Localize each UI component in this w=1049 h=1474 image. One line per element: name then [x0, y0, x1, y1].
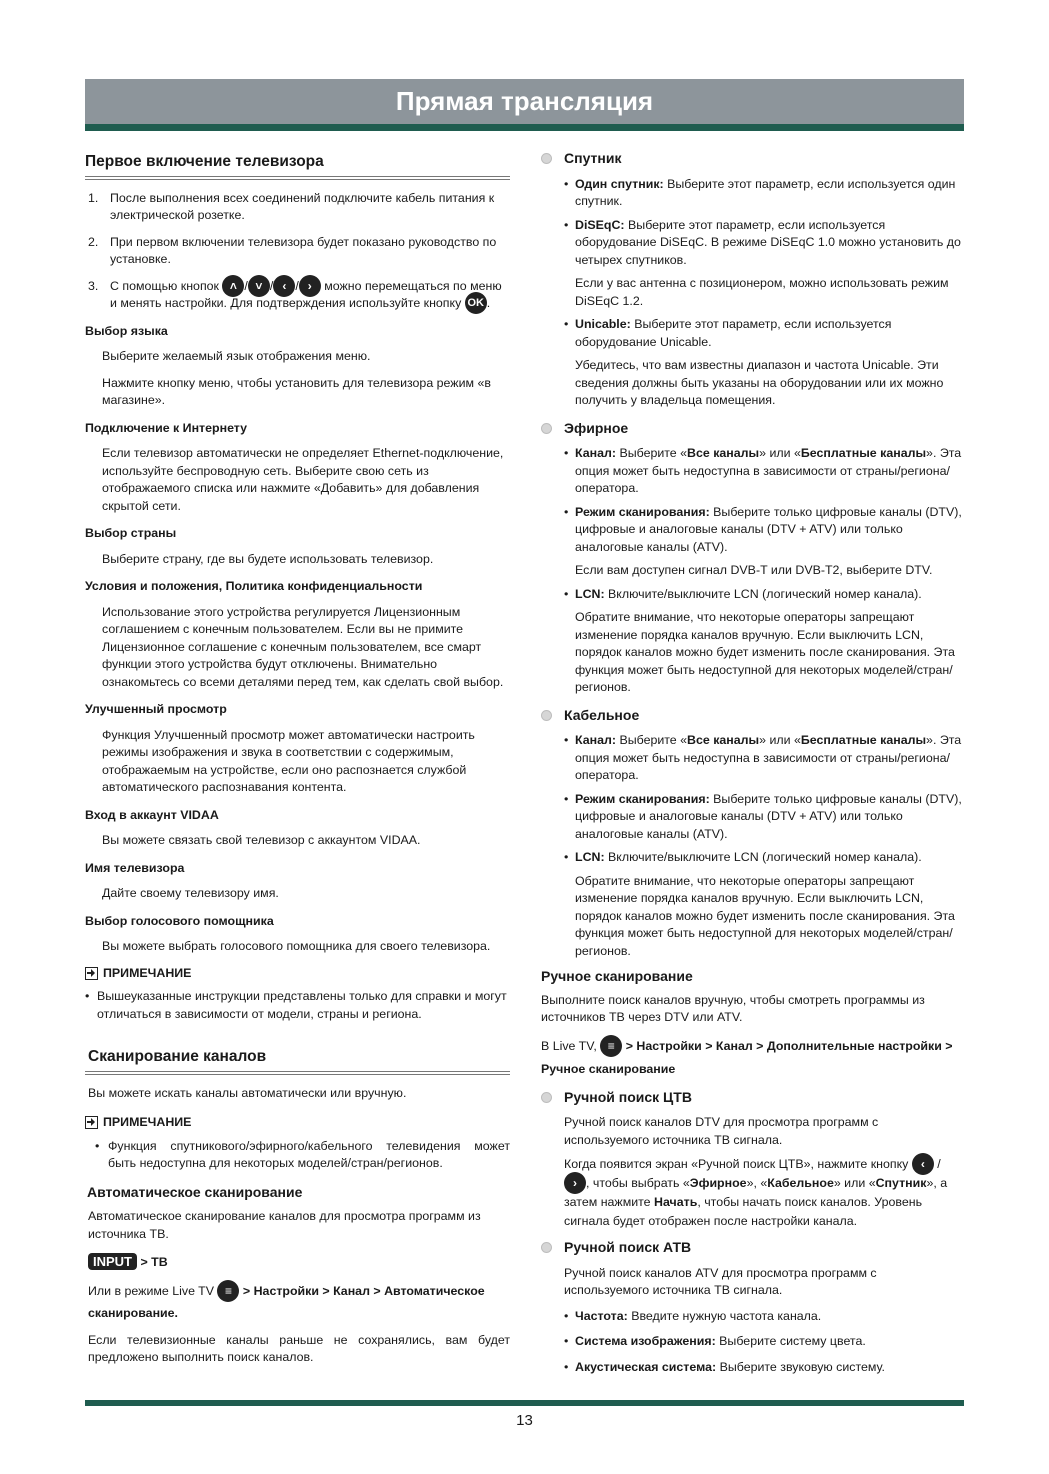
item-title-internet: Подключение к Интернету — [85, 420, 248, 435]
section-heading-scan: Сканирование каналов — [85, 1045, 510, 1075]
circle-bullet-icon — [541, 710, 552, 721]
manual-scan-title: Ручное сканирование — [541, 968, 693, 984]
note-arrow-icon — [85, 1116, 98, 1129]
input-button-icon: INPUT — [88, 1253, 137, 1270]
step-3: 3. С помощью кнопок ˄ / ˅ / ‹ / › можно перемещаться по меню и менять настройки. Для подтверждения используйте кнопку OK . — [85, 278, 510, 313]
step-2: 2. При первом включении телевизора будет показано руководство по установке. — [88, 234, 497, 266]
item-text: Нажмите кнопку меню, чтобы установить для телевизора режим «в магазине». — [102, 375, 491, 407]
list-item: • Акустическая система: Выберите звуковую систему. — [564, 1359, 885, 1374]
page-number: 13 — [516, 1412, 533, 1429]
item-title-voice-assistant: Выбор голосового помощника — [85, 913, 274, 928]
list-item: • LCN: Включите/выключите LCN (логический номер канала). — [564, 850, 922, 864]
page-title: Прямая трансляция — [395, 86, 654, 116]
item-text: Использование этого устройства регулируется Лицензионным соглашением с конечным пользователем. Если вы не примите Лицензионное соглашение с конечным пользователем, все смарт функции этого устройства будут отключены. Внимательно ознакомьтесь со всеми деталями перед тем, как сделать свой выбор. — [102, 604, 504, 689]
item-text: Выберите желаемый язык отображения меню. — [102, 349, 371, 363]
final-text: Если телевизионные каналы раньше не сохранялись, вам будет предложено выполнить поиск каналов. — [88, 1332, 510, 1364]
item-text: Выберите страну, где вы будете использовать телевизор. — [102, 551, 434, 566]
circle-bullet-icon — [541, 1092, 552, 1103]
manual-dtv-instructions: Когда появится экран «Ручной поиск ЦТВ», нажмите кнопку ‹ / › , чтобы выбрать «Эфирное», «Кабельное» или «Спутник», а затем нажмите Начать, чтобы начать поиск каналов. Уровень сигнала будет отображен после настройки канала. — [541, 1155, 964, 1231]
list-item: • Один спутник: Выберите этот параметр, если используется один спутник. — [564, 176, 956, 208]
menu-icon: ≡ — [217, 1280, 239, 1302]
arrow-right-icon: › — [564, 1172, 586, 1194]
list-item: • DiSEqC: Выберите этот параметр, если используется оборудование DiSEqC. В режиме DiSEqC 1.0 можно установить до четырех спутников. — [564, 217, 961, 267]
manual-dtv-heading: Ручной поиск ЦТВ — [541, 1089, 964, 1107]
arrow-left-icon: ‹ — [273, 275, 295, 297]
list-item-extra: Если вам доступен сигнал DVB-T или DVB-T2, выберите DTV. — [575, 563, 933, 577]
list-item-extra: Обратите внимание, что некоторые операторы запрещают изменение порядка каналов вручную. Если выключить LCN, порядок каналов можно будет изменить после сканирования. Эта функция может быть недоступной для некоторых моделей/стран/регионов. — [575, 610, 955, 694]
manual-atv-heading: Ручной поиск АТВ — [541, 1239, 964, 1257]
arrow-left-icon: ‹ — [912, 1153, 934, 1175]
manual-atv-text: Ручной поиск каналов ATV для просмотра программ с используемого источника ТВ сигнала. — [564, 1265, 877, 1297]
item-text: Дайте своему телевизору имя. — [102, 886, 279, 900]
item-text: Вы можете связать свой телевизор с аккаунтом VIDAA. — [102, 833, 421, 847]
note-text: • Вышеуказанные инструкции представлены только для справки и могут отличаться в зависимости от модели, страны и региона. — [85, 989, 507, 1021]
list-item: • Unicable: Выберите этот параметр, если используется оборудование Unicable. — [564, 317, 892, 349]
item-text: Вы можете выбрать голосового помощника для своего телевизора. — [102, 939, 491, 953]
air-heading: Эфирное — [541, 420, 964, 438]
input-path: INPUT > ТВ — [88, 1253, 510, 1272]
item-text: Если телевизор автоматически не определяет Ethernet-подключение, используйте беспроводную сеть. Выберите свою сеть из отображаемого списка или нажмите «Добавить» для добавления скрытой сети. — [102, 446, 504, 513]
step-1: 1. После выполнения всех соединений подключите кабель питания к электрической розетке. — [88, 190, 495, 222]
item-title-tv-name: Имя телевизора — [85, 860, 185, 875]
satellite-heading: Спутник — [541, 150, 964, 168]
list-item-extra: Убедитесь, что вам известны диапазон и частота Unicable. Эти сведения должны быть указаны на оборудовании или их можно получить у владельца помещения. — [575, 358, 944, 407]
cable-heading: Кабельное — [541, 707, 964, 725]
right-column — [541, 150, 964, 1382]
list-item-extra: Если у вас антенна с позиционером, можно использовать режим DiSEqC 1.2. — [575, 276, 949, 308]
item-title-terms: Условия и положения, Политика конфиденциальности — [85, 579, 423, 593]
list-item: • Частота: Введите нужную частота канала. — [564, 1308, 822, 1323]
arrow-right-icon: › — [299, 275, 321, 297]
note-arrow-icon — [85, 967, 98, 980]
left-column — [85, 150, 510, 1375]
auto-scan-path: Или в режиме Live TV ≡ > Настройки > Канал > Автоматическое сканирование. — [88, 1280, 510, 1324]
item-title-vidaa: Вход в аккаунт VIDAA — [85, 807, 219, 822]
circle-bullet-icon — [541, 153, 552, 164]
scan-intro: Вы можете искать каналы автоматически или вручную. — [88, 1085, 407, 1100]
item-title-country: Выбор страны — [85, 526, 177, 540]
manual-scan-path: В Live TV, ≡ > Настройки > Канал > Дополнительные настройки > Ручное сканирование — [541, 1035, 964, 1081]
list-item-extra: Обратите внимание, что некоторые операторы запрещают изменение порядка каналов вручную. Если выключить LCN, порядок каналов можно будет изменить после сканирования. Эта функция может быть недоступной для некоторых моделей/стран/регионов. — [575, 873, 955, 958]
menu-icon: ≡ — [600, 1035, 622, 1057]
list-item: • Канал: Выберите «Все каналы» или «Бесплатные каналы». Эта опция может быть недоступна в зависимости от страны/региона/оператора. — [564, 733, 962, 782]
footer-divider — [85, 1400, 964, 1406]
manual-scan-text: Выполните поиск каналов вручную, чтобы смотреть программы из источников ТВ через DTV или ATV. — [541, 992, 925, 1024]
list-item: • Система изображения: Выберите систему цвета. — [564, 1334, 866, 1348]
note-text: • Функция спутникового/эфирного/кабельного телевидения может быть недоступна для некоторых моделей/стран/регионов. — [95, 1138, 510, 1170]
auto-scan-title: Автоматическое сканирование — [87, 1183, 303, 1200]
list-item: • LCN: Включите/выключите LCN (логический номер канала). — [564, 586, 922, 601]
ok-button-icon: OK — [465, 292, 487, 314]
note-label: ПРИМЕЧАНИЕ — [85, 1114, 510, 1132]
circle-bullet-icon — [541, 1242, 552, 1253]
manual-dtv-text: Ручной поиск каналов DTV для просмотра программ с используемого источника ТВ сигнала. — [564, 1115, 879, 1147]
section-heading-first-on: Первое включение телевизора — [85, 150, 510, 180]
page-title-banner — [85, 79, 964, 131]
item-text: Функция Улучшенный просмотр может автоматически настроить режимы изображения и звука в соответствии с содержимым, отображаемым на устройстве, если оно распознается службой автоматического распознавания контента. — [102, 727, 475, 794]
list-item: • Режим сканирования: Выберите только цифровые каналы (DTV), цифровые и аналоговые каналы (DTV + ATV) или только аналоговые каналы (ATV). — [564, 504, 962, 554]
note-label: ПРИМЕЧАНИЕ — [85, 965, 510, 983]
arrow-down-icon: ˅ — [248, 275, 270, 297]
circle-bullet-icon — [541, 423, 552, 434]
arrow-up-icon: ˄ — [222, 275, 244, 297]
item-title-enhanced-view: Улучшенный просмотр — [85, 702, 227, 716]
auto-scan-text: Автоматическое сканирование каналов для просмотра программ из источника ТВ. — [88, 1209, 481, 1241]
item-title-language: Выбор языка — [85, 323, 168, 338]
list-item: • Канал: Выберите «Все каналы» или «Бесплатные каналы». Эта опция может быть недоступна в зависимости от страны/региона/оператора. — [564, 446, 962, 495]
list-item: • Режим сканирования: Выберите только цифровые каналы (DTV), цифровые и аналоговые каналы (DTV + ATV) или только аналоговые каналы (ATV). — [564, 791, 962, 841]
